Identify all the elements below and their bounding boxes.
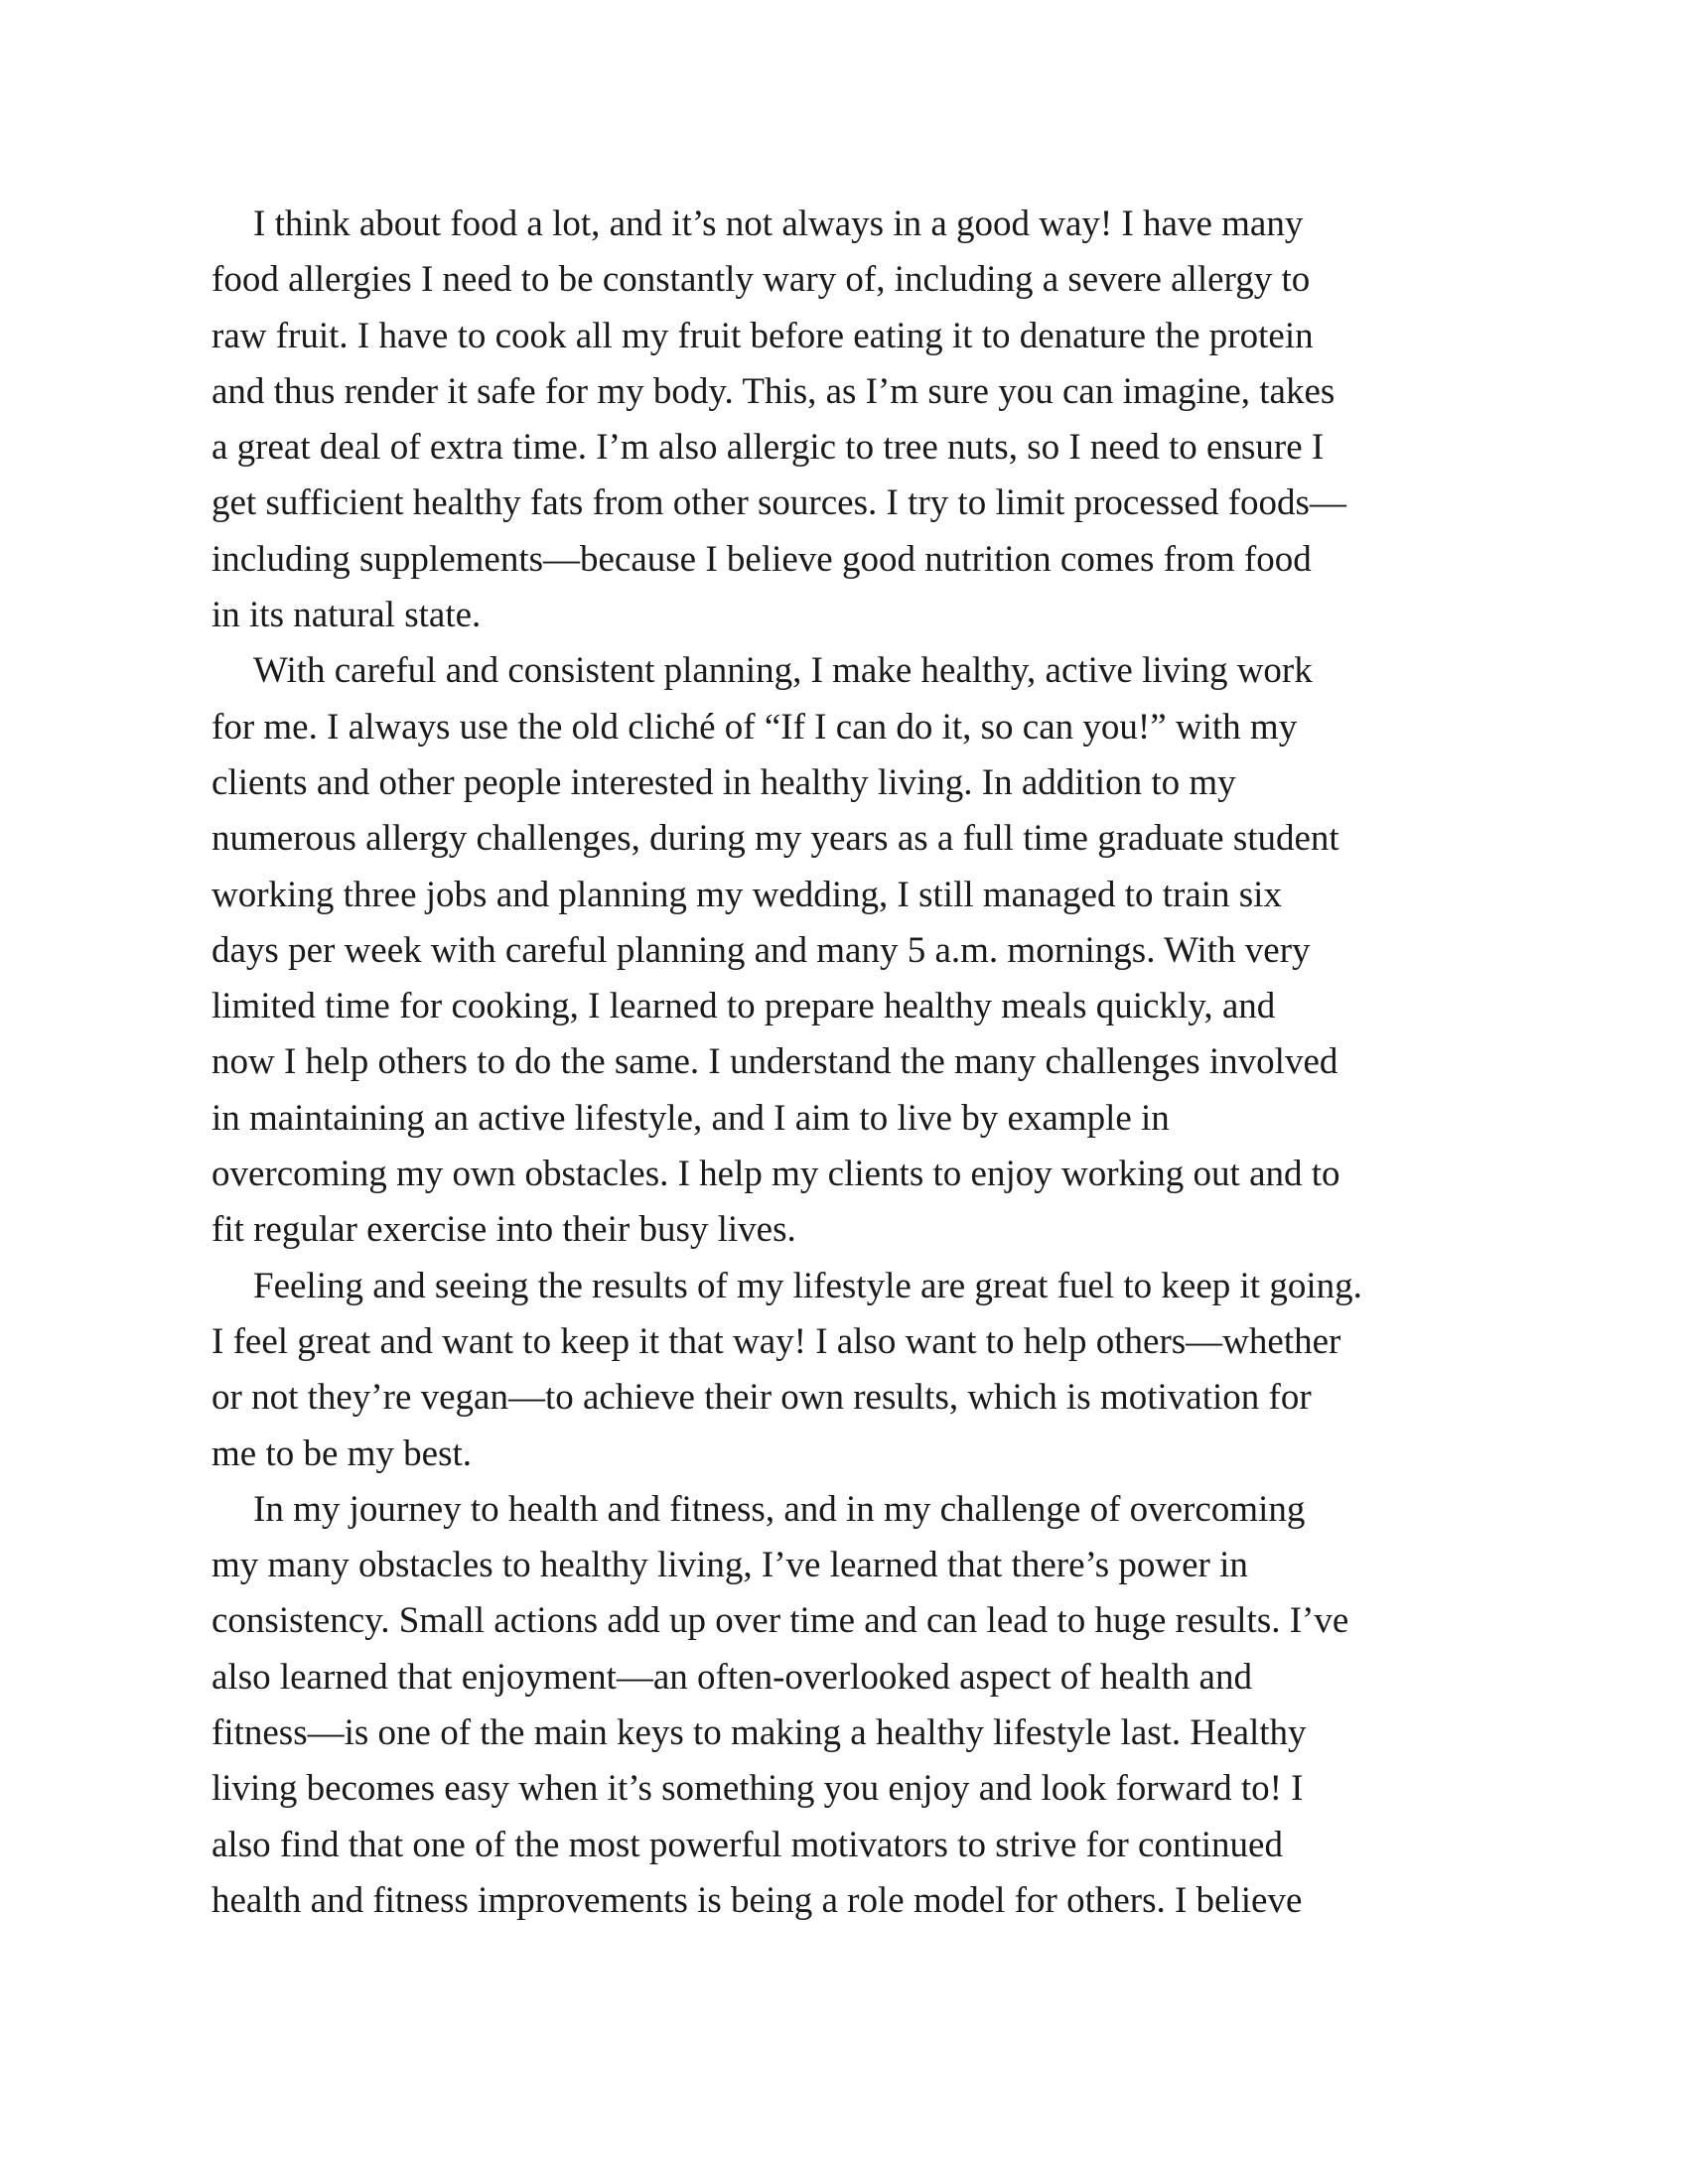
text-line: for me. I always use the old cliché of “If I can do it, so can you!” with my xyxy=(211,706,1298,748)
text-line: and thus render it safe for my body. This, as I’m sure you can imagine, takes xyxy=(211,370,1336,412)
text-line: working three jobs and planning my wedding, I still managed to train six xyxy=(211,874,1282,915)
text-line: consistency. Small actions add up over time and can lead to huge results. I’ve xyxy=(211,1600,1349,1642)
text-line: food allergies I need to be constantly wary of, including a severe allergy to xyxy=(211,259,1311,301)
paragraph-2 xyxy=(211,643,1502,1258)
paragraph-4 xyxy=(211,1482,1502,1929)
text-line: health and fitness improvements is being a role model for others. I believe xyxy=(211,1879,1303,1921)
text-line: I think about food a lot, and it’s not always in a good way! I have many xyxy=(253,204,1304,244)
text-line: With careful and consistent planning, I make healthy, active living work xyxy=(253,650,1313,692)
text-line: I feel great and want to keep it that way! I also want to help others—whether xyxy=(211,1320,1341,1362)
paragraph-1 xyxy=(211,197,1502,643)
text-line: also learned that enjoyment—an often-overlooked aspect of health and xyxy=(211,1656,1252,1698)
text-line: fit regular exercise into their busy lives. xyxy=(211,1209,796,1251)
text-line: including supplements—because I believe good nutrition comes from food xyxy=(211,538,1312,580)
text-line: get sufficient healthy fats from other sources. I try to limit processed foods— xyxy=(211,482,1346,524)
body-text xyxy=(211,197,1502,1929)
text-line: In my journey to health and fitness, and in my challenge of overcoming xyxy=(253,1488,1306,1530)
text-line: now I help others to do the same. I understand the many challenges involved xyxy=(211,1041,1338,1083)
text-line: fitness—is one of the main keys to making a healthy lifestyle last. Healthy xyxy=(211,1712,1307,1754)
text-line: in maintaining an active lifestyle, and I aim to live by example in xyxy=(211,1097,1170,1139)
text-line: days per week with careful planning and many 5 a.m. mornings. With very xyxy=(211,929,1311,971)
text-line: my many obstacles to healthy living, I’ve learned that there’s power in xyxy=(211,1545,1248,1586)
text-line: overcoming my own obstacles. I help my clients to enjoy working out and to xyxy=(211,1154,1340,1195)
text-line: me to be my best. xyxy=(211,1433,473,1474)
text-line: living becomes easy when it’s something you enjoy and look forward to! I xyxy=(211,1768,1304,1810)
text-line: clients and other people interested in healthy living. In addition to my xyxy=(211,761,1236,803)
text-line: in its natural state. xyxy=(211,595,482,636)
text-line: a great deal of extra time. I’m also allergic to tree nuts, so I need to ensure I xyxy=(211,427,1325,469)
text-line: limited time for cooking, I learned to prepare healthy meals quickly, and xyxy=(211,986,1276,1027)
paragraph-3 xyxy=(211,1259,1502,1482)
text-line: also find that one of the most powerful motivators to strive for continued xyxy=(211,1824,1283,1865)
text-line: raw fruit. I have to cook all my fruit before eating it to denature the protein xyxy=(211,315,1314,356)
text-line: numerous allergy challenges, during my years as a full time graduate student xyxy=(211,818,1339,860)
text-line: Feeling and seeing the results of my lifestyle are great fuel to keep it going. xyxy=(253,1265,1362,1306)
text-line: or not they’re vegan—to achieve their own results, which is motivation for xyxy=(211,1377,1312,1419)
